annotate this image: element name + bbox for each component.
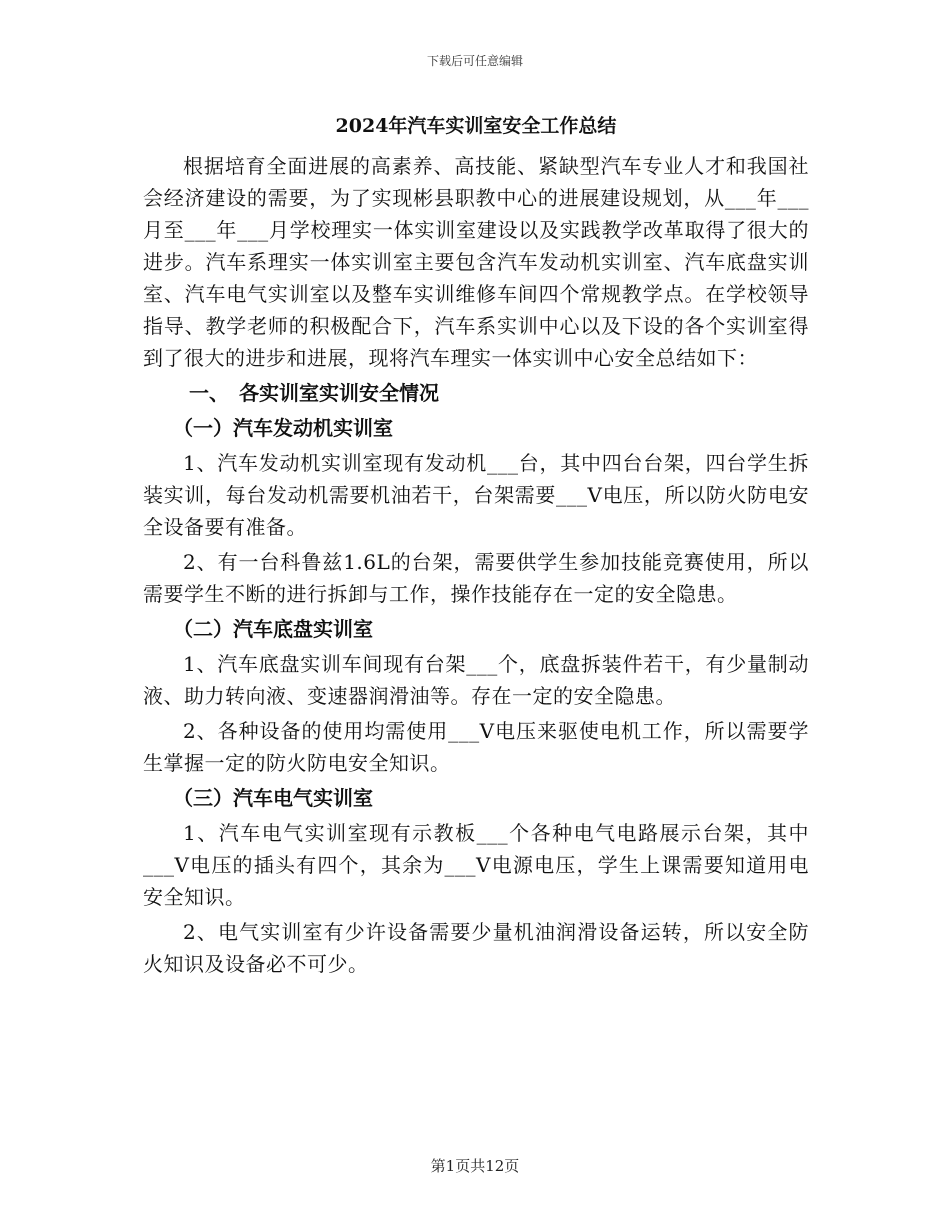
page-header-note: 下载后可任意编辑	[426, 54, 523, 68]
engine-paragraph-2: 2、有一台科鲁兹1.6L的台架，需要供学生参加技能竞赛使用，所以需要学生不断的进行拆卸与工作，操作技能存在一定的安全隐患。	[143, 550, 809, 606]
intro-paragraph: 根据培育全面进展的高素养、高技能、紧缺型汽车专业人才和我国社会经济建设的需要，为了实现彬县职教中心的进展建设规划，从___年___月至___年___月学校理实一体实训室建设以及实践教学改革取得了很大的进步。汽车系理实一体实训室主要包含汽车发动机实训室、汽车底盘实训室、汽车电气实训室以及整车实训维修车间四个常规教学点。在学校领导指导、教学老师的积极配合下，汽车系实训中心以及下设的各个实训室得到了很大的进步和进展，现将汽车理实一体实训中心安全总结如下：	[143, 154, 809, 370]
subsection-engine-heading: （一）汽车发动机实训室	[173, 416, 393, 440]
electrical-paragraph-1: 1、汽车电气实训室现有示教板___个各种电气电路展示台架，其中___V电压的插头有四个，其余为___V电源电压，学生上课需要知道用电安全知识。	[143, 821, 809, 909]
electrical-paragraph-2: 2、电气实训室有少许设备需要少量机油润滑设备运转，所以安全防火知识及设备必不可少。	[143, 920, 809, 976]
document-title: 2024年汽车实训室安全工作总结	[335, 115, 617, 137]
section-1-heading: 一、 各实训室实训安全情况	[189, 381, 439, 405]
engine-paragraph-1: 1、汽车发动机实训室现有发动机___台，其中四台台架，四台学生拆装实训，每台发动机需要机油若干，台架需要___V电压，所以防火防电安全设备要有准备。	[143, 451, 809, 539]
subsection-electrical-heading: （三）汽车电气实训室	[173, 786, 373, 810]
subsection-chassis-heading: （二）汽车底盘实训室	[173, 617, 373, 641]
page-number: 第1页共12页	[430, 1157, 520, 1175]
chassis-paragraph-1: 1、汽车底盘实训车间现有台架___个，底盘拆装件若干，有少量制动液、助力转向液、变速器润滑油等。存在一定的安全隐患。	[143, 652, 809, 708]
chassis-paragraph-2: 2、各种设备的使用均需使用___V电压来驱使电机工作，所以需要学生掌握一定的防火防电安全知识。	[143, 719, 809, 775]
document-body	[143, 112, 809, 980]
